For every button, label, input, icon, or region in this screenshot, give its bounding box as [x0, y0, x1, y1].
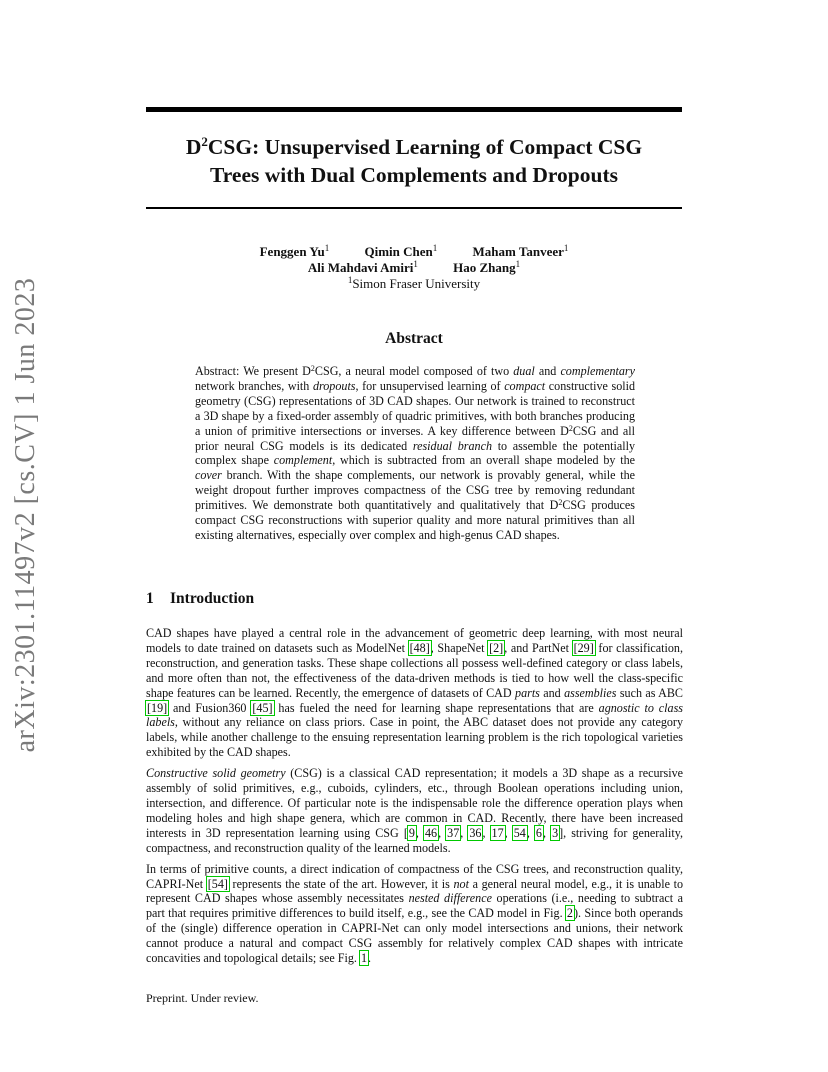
- section-number: 1: [146, 590, 154, 607]
- title-line-1-text: CSG: Unsupervised Learning of Compact CSG: [207, 135, 643, 159]
- paper-title: [146, 133, 682, 189]
- citation-link[interactable]: 46: [424, 825, 438, 840]
- preprint-footer: Preprint. Under review.: [146, 991, 259, 1005]
- paragraph: CAD shapes have played a central role in the advancement of geometric deep learning, with most neural models to date trained on datasets such as ModelNet [48], ShapeNet [2], and PartNet [29] for classification, reconstruction, and generation tasks. These shape collections all possess well-defined category or class labels, and more often than not, the effectiveness of the data-driven methods is tied to how well the class-specific shape features can be learned. Recently, the emergence of datasets of CAD parts and assemblies such as ABC [19] and Fusion360 [45] has fueled the need for learning shape representations that are agnostic to class labels, without any reliance on class priors. Case in point, the ABC dataset does not provide any category labels, while another challenge to the ensuing representation learning problem is the rich topological varieties exhibited by the CAD shapes.: [146, 626, 684, 760]
- citation-link[interactable]: [54]: [207, 876, 228, 891]
- citation-link[interactable]: 3: [552, 825, 559, 840]
- author-name: Hao Zhang$^1$: [453, 259, 521, 275]
- affiliation: $^1$Simon Fraser University: [347, 275, 481, 291]
- title-prefix: D: [185, 135, 202, 159]
- section-title: Introduction: [170, 590, 255, 607]
- arxiv-identifier-stamp: arXiv:2301.11497v2 [cs.CV] 1 Jun 2023: [10, 277, 41, 753]
- citation-link[interactable]: 54: [513, 825, 526, 840]
- figure-link[interactable]: 1: [360, 951, 367, 966]
- citation-link[interactable]: 9: [408, 825, 415, 840]
- author-name: Maham Tanveer$^1$: [472, 243, 569, 259]
- title-superscript: 2: [201, 134, 208, 149]
- citation-link[interactable]: 6: [535, 825, 542, 840]
- section-heading-introduction: [146, 590, 682, 608]
- author-row-1: [146, 244, 682, 260]
- title-bottom-rule: [146, 207, 682, 209]
- citation-link[interactable]: [2]: [489, 640, 504, 655]
- citation-link[interactable]: 17: [491, 825, 504, 840]
- author-name: Fenggen Yu$^1$: [259, 243, 330, 259]
- title-line-2: Trees with Dual Complements and Dropouts: [210, 163, 618, 187]
- author-block: [146, 244, 682, 292]
- author-name: Qimin Chen$^1$: [364, 243, 438, 259]
- paragraph: Constructive solid geometry (CSG) is a classical CAD representation; it models a 3D shape as a recursive assembly of solid primitives, e.g., cuboids, cylinders, etc., through Boolean operations including union, intersection, and difference. Of particular note is the indispensable role the difference operation plays when modeling holes and high shape genera, which are common in CAD. Recently, there have been increased interests in 3D representation learning using CSG [9, 46, 37, 36, 17, 54, 6, 3], striving for generality, compactness, and reconstruction quality of the learned models.: [146, 766, 684, 855]
- citation-link[interactable]: [19]: [147, 700, 168, 715]
- abstract-body: Abstract: We present $D^2CSG$, a neural model composed of two dual and complementary network branches, with dropouts, for unsupervised learning of compact constructive solid geometry (CSG) representations of 3D CAD shapes. Our network is trained to reconstruct a 3D shape by a fixed-order assembly of quadric primitives, with both branches producing a union of primitive intersections or inverses. A key difference between $D^2CSG$ and all prior neural CSG models is its dedicated residual branch to assemble the potentially complex shape complement, which is subtracted from an overall shape modeled by the cover branch. With the shape complements, our network is provably general, while the weight dropout further improves compactness of the CSG tree by removing redundant primitives. We demonstrate both quantitatively and qualitatively that $D^2CSG$ produces compact CSG reconstructions with superior quality and more natural primitives than all existing alternatives, especially over complex and high-genus CAD shapes.: [195, 364, 636, 542]
- figure-link[interactable]: 2: [566, 906, 573, 921]
- paragraph: In terms of primitive counts, a direct indication of compactness of the CSG trees, and reconstruction quality, CAPRI-Net [54] represents the state of the art. However, it is not a general neural model, e.g., it is unable to represent CAD shapes whose assembly necessitates nested difference operations (i.e., needing to subtract a part that requires primitive differences to build itself, e.g., see the CAD model in Fig. 2). Since both operands of the (single) difference operation in CAPRI-Net can only model intersections and unions, their network cannot produce a natural and compact CSG assembly for relatively complex CAD shapes with intricate concavities and topological details; see Fig. 1.: [146, 861, 683, 966]
- citation-link[interactable]: [29]: [573, 640, 594, 655]
- author-row-2: [146, 260, 682, 276]
- title-top-rule: [146, 107, 682, 112]
- title-line-1: [146, 133, 682, 161]
- abstract-heading: Abstract: [385, 330, 443, 347]
- author-name: Ali Mahdavi Amiri$^1$: [307, 259, 418, 275]
- introduction-body: [146, 626, 683, 972]
- citation-link[interactable]: 37: [447, 825, 460, 840]
- citation-link[interactable]: [48]: [409, 640, 430, 655]
- citation-link[interactable]: 36: [469, 825, 482, 840]
- citation-link[interactable]: [45]: [252, 700, 273, 715]
